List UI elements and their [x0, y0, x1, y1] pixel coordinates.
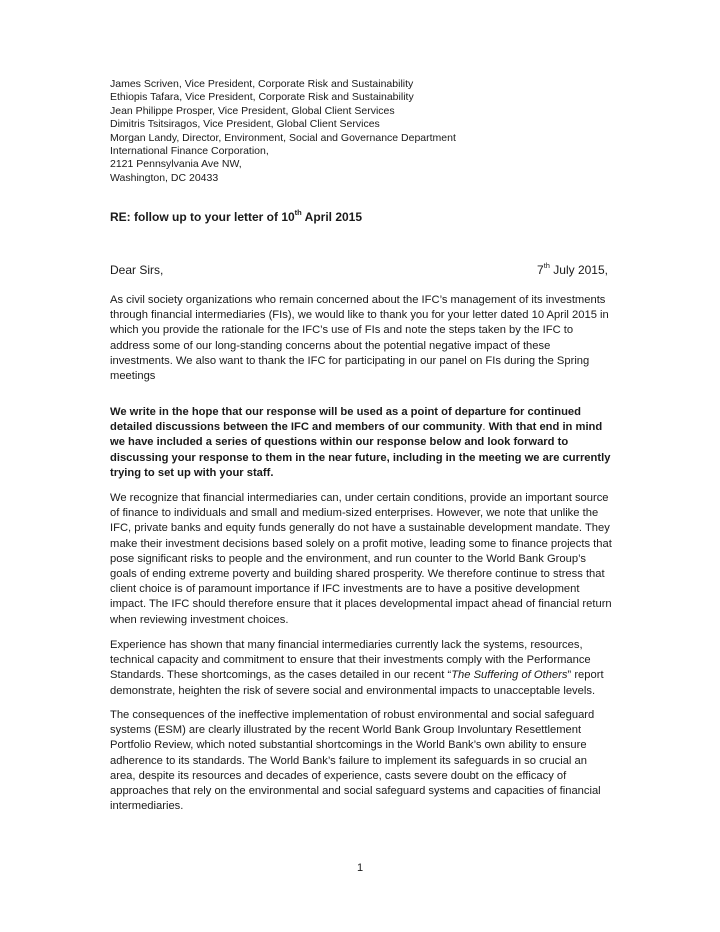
address-line: 2121 Pennsylvania Ave NW,	[110, 158, 242, 171]
date-rest: July 2015,	[549, 263, 608, 277]
letter-date	[537, 263, 608, 277]
subject-line	[110, 210, 362, 224]
experience-text-c: ” report demonstrate, heighten the risk of severe social and environmental impacts to unacceptable levels.	[110, 669, 604, 697]
subject-suffix: April 2015	[301, 210, 363, 224]
date-day: 7	[537, 263, 544, 277]
addressee-line: Jean Philippe Prosper, Vice President, Global Client Services	[110, 104, 395, 117]
paragraph-experience	[110, 638, 615, 699]
paragraph-intro: As civil society organizations who remain concerned about the IFC’s management of its investments through financial intermediaries (FIs), we would like to thank you for your letter dated 10 April 2015 in which you provide the rationale for the IFC’s use of FIs and note the steps taken by the IFC to address some of our long-standing concerns about the potential negative impact of these investments. We also want to thank the IFC for participating in our panel on FIs during the Spring meetings	[110, 294, 609, 383]
experience-text-a: Experience has shown that many financial intermediaries currently lack the systems, resources, technical capacity and commitment to ensure that their investments comply with the Performance Standards. These shortcomings, as the cases detailed in our recent “	[110, 639, 591, 682]
report-title: The Suffering of Others	[451, 669, 568, 682]
addressee-line: Dimitris Tsitsiragos, Vice President, Global Client Services	[110, 118, 380, 131]
subject-ordinal: th	[294, 208, 302, 217]
purpose-text-b: .	[482, 421, 489, 434]
date-ordinal: th	[543, 261, 550, 270]
addressee-line: James Scriven, Vice President, Corporate Risk and Sustainability	[110, 78, 414, 90]
subject-prefix: RE: follow up to your letter of 10	[110, 210, 295, 224]
address-line: International Finance Corporation,	[110, 145, 269, 158]
purpose-text-c: With that end in mind we have included a series of questions within our response below and look forward to discussing your response to them in the near future, including in the meeting we are currently trying to set up with your staff.	[110, 421, 611, 479]
paragraph-purpose	[110, 405, 615, 481]
address-line: Washington, DC 20433	[110, 171, 219, 184]
addressee-block	[110, 78, 456, 185]
purpose-text-a: We write in the hope that our response will be used as a point of departure for continued detailed discussions between the IFC and members of our community	[110, 406, 581, 434]
salutation: Dear Sirs,	[110, 263, 164, 277]
paragraph-consequences: The consequences of the ineffective implementation of robust environmental and social safeguard systems (ESM) are clearly illustrated by the recent World Bank Group Involuntary Resettlement Portfolio Review, which noted substantial shortcomings in the World Bank’s own ability to ensure adherence to its standards. The World Bank’s failure to implement its safeguards in so crucial an area, despite its resources and decades of experience, casts severe doubt on the efficacy of approaches that rely on the environmental and social safeguard systems and capacities of financial intermediaries.	[110, 709, 601, 813]
page-number: 1	[356, 862, 364, 874]
addressee-line: Morgan Landy, Director, Environment, Social and Governance Department	[110, 131, 456, 144]
addressee-line: Ethiopis Tafara, Vice President, Corporate Risk and Sustainability	[110, 91, 414, 104]
paragraph-recognition: We recognize that financial intermediaries can, under certain conditions, provide an important source of finance to individuals and small and medium-sized enterprises. However, we note that unlike the IFC, private banks and equity funds generally do not have a sustainable development mandate. They make their investment decisions based solely on a profit motive, leading some to finance projects that pose significant risks to people and the environment, and run counter to the World Bank Group’s goals of ending extreme poverty and building shared prosperity. We therefore continue to stress that client choice is of paramount importance if IFC investments are to have a positive development impact. The IFC should therefore ensure that it places developmental impact ahead of financial return when reviewing investment choices.	[110, 492, 612, 626]
